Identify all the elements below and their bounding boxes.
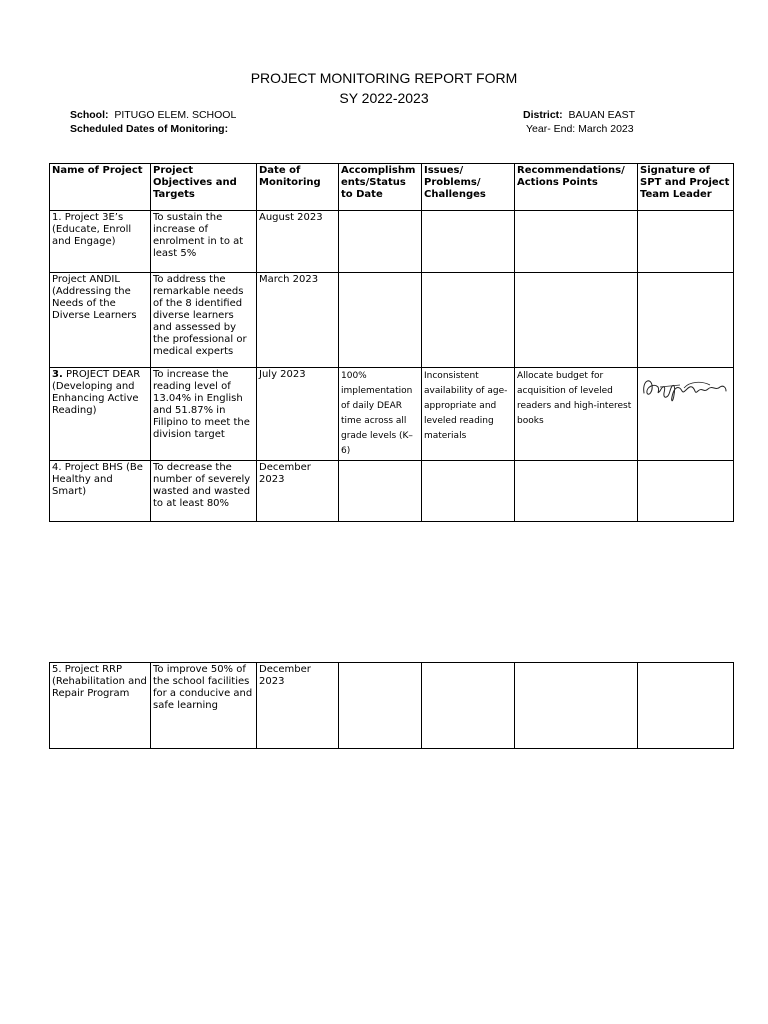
project-objectives: To address the remarkable needs of the 8 identified diverse learners and assessed by the professional or medical experts (151, 273, 257, 368)
project-objectives: To improve 50% of the school facilities for a conducive and safe learning (151, 663, 257, 749)
year-end-line (526, 122, 634, 136)
recommendations-cell (515, 273, 638, 368)
project-name: 1. Project 3E’s (Educate, Enroll and Engage) (50, 211, 151, 273)
accomplishments-cell (339, 273, 422, 368)
monitoring-date: July 2023 (257, 368, 339, 461)
col-header-objectives: Project Objectives and Targets (151, 164, 257, 211)
school-year: SY 2022-2023 (339, 90, 429, 106)
recommendations-cell: Allocate budget for acquisition of leveled readers and high-interest books (515, 368, 638, 461)
accomplishments-cell: 100% implementation of daily DEAR time across all grade levels (K–6) (339, 368, 422, 461)
recommendations-cell (515, 211, 638, 273)
issues-cell: Inconsistent availability of age-appropriate and leveled reading materials (422, 368, 515, 461)
signature-cell (638, 273, 734, 368)
project-objectives: To sustain the increase of enrolment in to at least 5% (151, 211, 257, 273)
signature-stroke (644, 381, 726, 401)
district-value: BAUAN EAST (568, 109, 636, 121)
district-label: District: (523, 109, 563, 121)
monitoring-date: December 2023 (257, 663, 339, 749)
scheduled-dates-label: Scheduled Dates of Monitoring: (70, 123, 229, 135)
year-end: Year- End: March 2023 (526, 123, 634, 135)
table-row (50, 663, 734, 749)
col-header-date: Date of Monitoring (257, 164, 339, 211)
recommendations-cell (515, 663, 638, 749)
recommendations-cell (515, 461, 638, 522)
issues-cell (422, 211, 515, 273)
col-header-signature: Signature of SPT and Project Team Leader (638, 164, 734, 211)
issues-cell (422, 461, 515, 522)
col-header-name: Name of Project (50, 164, 151, 211)
signature-cell (638, 461, 734, 522)
project-name: 5. Project RRP (Rehabilitation and Repair Program (50, 663, 151, 749)
issues-cell (422, 663, 515, 749)
signature-flourish (660, 382, 710, 388)
scheduled-dates-line (70, 122, 228, 136)
accomplishments-cell (339, 663, 422, 749)
signature-cell (638, 211, 734, 273)
monitoring-date: December 2023 (257, 461, 339, 522)
table-row (50, 273, 734, 368)
monitoring-date: August 2023 (257, 211, 339, 273)
school-label: School: (70, 109, 109, 121)
project-name: 4. Project BHS (Be Healthy and Smart) (50, 461, 151, 522)
issues-cell (422, 273, 515, 368)
col-header-issues: Issues/ Problems/ Challenges (422, 164, 515, 211)
signature-cell (638, 663, 734, 749)
monitoring-date: March 2023 (257, 273, 339, 368)
project-objectives: To increase the reading level of 13.04% in English and 51.87% in Filipino to meet the division target (151, 368, 257, 461)
form-title: PROJECT MONITORING REPORT FORM (250, 70, 518, 86)
monitoring-table (49, 163, 734, 522)
school-line (70, 108, 236, 122)
project-name: Project ANDIL (Addressing the Needs of the Diverse Learners (50, 273, 151, 368)
project-number: 3. (52, 369, 63, 380)
district-line (523, 108, 635, 122)
school-value: PITUGO ELEM. SCHOOL (114, 109, 237, 121)
signature-cell (638, 368, 734, 461)
col-header-accomplishments: Accomplishments/Status to Date (339, 164, 422, 211)
col-header-recommendations: Recommendations/ Actions Points (515, 164, 638, 211)
table-row (50, 368, 734, 461)
accomplishments-cell (339, 461, 422, 522)
project-objectives: To decrease the number of severely wasted and wasted to at least 80% (151, 461, 257, 522)
table-row (50, 461, 734, 522)
project-name-cell (50, 368, 151, 461)
table-header-row (50, 164, 734, 211)
project-name: PROJECT DEAR (Developing and Enhancing Active Reading) (52, 369, 141, 416)
monitoring-table-continued (49, 662, 734, 749)
handwritten-signature (640, 373, 730, 405)
table-row (50, 211, 734, 273)
accomplishments-cell (339, 211, 422, 273)
